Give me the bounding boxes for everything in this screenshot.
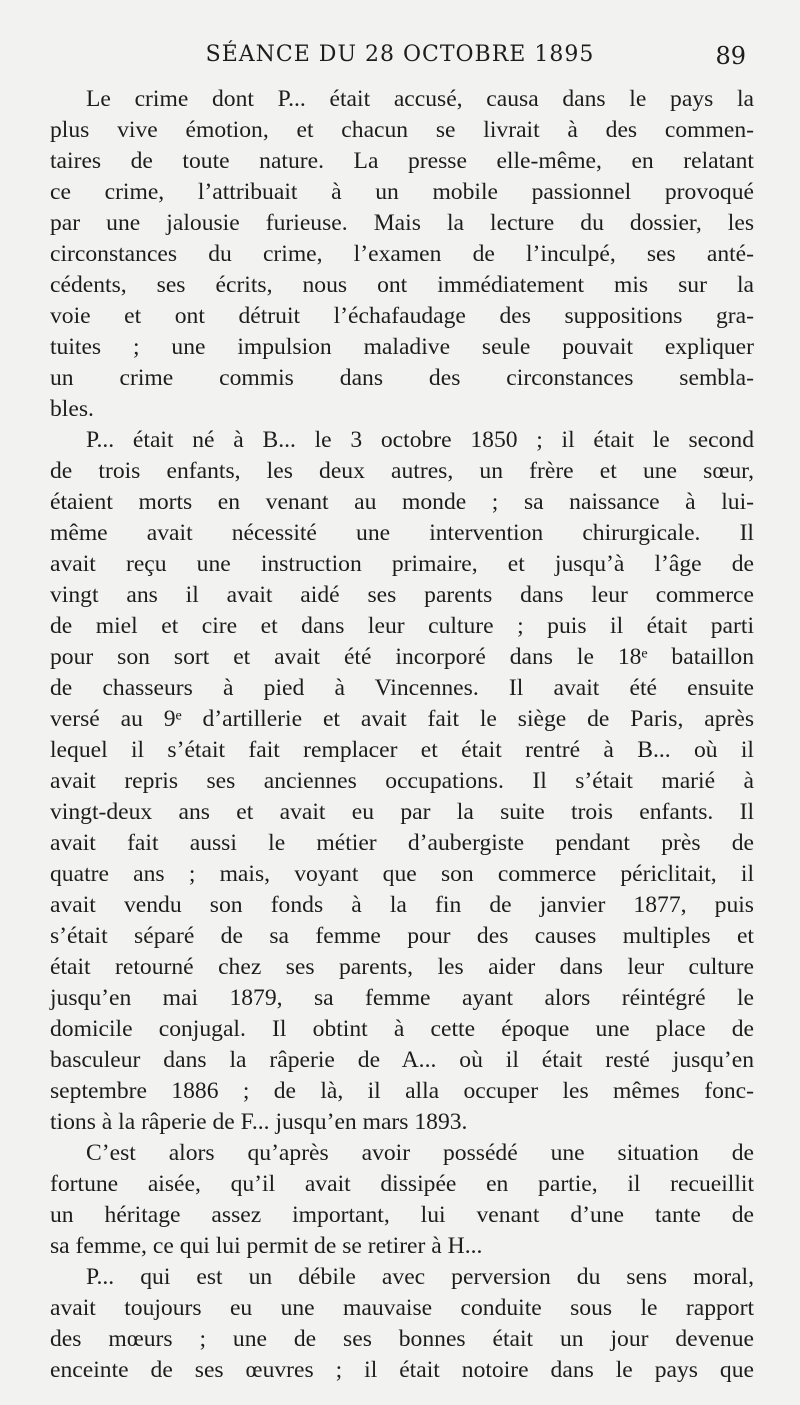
text-line: de trois enfants, les deux autres, un frère et une sœur,: [50, 458, 754, 484]
text-line: par une jalousie furieuse. Mais la lecture du dossier, les: [50, 210, 754, 236]
paragraph-3: [50, 1138, 754, 1262]
text-line: taires de toute nature. La presse elle-même, en relatant: [50, 148, 754, 174]
text-line: lequel il s’était fait remplacer et était rentré à B... où il: [50, 737, 754, 763]
text-line: même avait nécessité une intervention chirurgicale. Il: [50, 520, 754, 546]
text-line: bles.: [50, 396, 94, 422]
text-line: domicile conjugal. Il obtint à cette époque une place de: [50, 1016, 754, 1042]
text-line: vingt-deux ans et avait eu par la suite trois enfants. Il: [50, 799, 754, 825]
running-head: SÉANCE DU 28 OCTOBRE 1895: [205, 42, 595, 67]
text-line: avait repris ses anciennes occupations. Il s’était marié à: [50, 768, 754, 794]
text-line: Le crime dont P... était accusé, causa dans le pays la: [86, 86, 754, 112]
text-line: plus vive émotion, et chacun se livrait à des commen-: [50, 117, 754, 143]
paragraph-2: [50, 425, 754, 1138]
text-line: avait fait aussi le métier d’aubergiste pendant près de: [50, 830, 754, 856]
text-line: fortune aisée, qu’il avait dissipée en partie, il recueillit: [50, 1171, 754, 1197]
page-header: [50, 38, 750, 74]
text-line: P... qui est un débile avec perversion du sens moral,: [86, 1264, 754, 1290]
text-line: un héritage assez important, lui venant d’une tante de: [50, 1202, 754, 1228]
text-line: tions à la râperie de F... jusqu’en mars 1893.: [50, 1109, 468, 1135]
text-line: circonstances du crime, l’examen de l’inculpé, ses anté-: [50, 241, 754, 267]
text-line: jusqu’en mai 1879, sa femme ayant alors réintégré le: [50, 985, 754, 1011]
body-text: [50, 84, 754, 1386]
paragraph-1: [50, 84, 754, 425]
text-line: était retourné chez ses parents, les aider dans leur culture: [50, 954, 754, 980]
text-line: de chasseurs à pied à Vincennes. Il avait été ensuite: [50, 675, 754, 701]
text-line: avait reçu une instruction primaire, et jusqu’à l’âge de: [50, 551, 754, 577]
text-line: avait toujours eu une mauvaise conduite sous le rapport: [50, 1295, 754, 1321]
text-line: des mœurs ; une de ses bonnes était un jour devenue: [50, 1326, 754, 1352]
text-line: tuites ; une impulsion maladive seule pouvait expliquer: [50, 334, 754, 360]
text-line: P... était né à B... le 3 octobre 1850 ; il était le second: [86, 427, 754, 453]
text-line: versé au 9ᵉ d’artillerie et avait fait le siège de Paris, après: [50, 706, 754, 732]
text-line: vingt ans il avait aidé ses parents dans leur commerce: [50, 582, 754, 608]
text-line: s’était séparé de sa femme pour des causes multiples et: [50, 923, 754, 949]
paragraph-4: [50, 1262, 754, 1386]
text-line: pour son sort et avait été incorporé dans le 18ᵉ bataillon: [50, 644, 754, 670]
text-line: étaient morts en venant au monde ; sa naissance à lui-: [50, 489, 754, 515]
text-line: cédents, ses écrits, nous ont immédiatement mis sur la: [50, 272, 754, 298]
text-line: basculeur dans la râperie de A... où il était resté jusqu’en: [50, 1047, 754, 1073]
page-number: 89: [715, 42, 746, 70]
text-line: un crime commis dans des circonstances sembla-: [50, 365, 754, 391]
text-line: voie et ont détruit l’échafaudage des suppositions gra-: [50, 303, 754, 329]
text-line: de miel et cire et dans leur culture ; puis il était parti: [50, 613, 754, 639]
text-line: sa femme, ce qui lui permit de se retirer à H...: [50, 1233, 483, 1259]
text-line: quatre ans ; mais, voyant que son commerce périclitait, il: [50, 861, 754, 887]
text-line: avait vendu son fonds à la fin de janvier 1877, puis: [50, 892, 754, 918]
text-line: ce crime, l’attribuait à un mobile passionnel provoqué: [50, 179, 754, 205]
text-line: C’est alors qu’après avoir possédé une situation de: [86, 1140, 754, 1166]
text-line: enceinte de ses œuvres ; il était notoire dans le pays que: [50, 1357, 754, 1383]
text-line: septembre 1886 ; de là, il alla occuper les mêmes fonc-: [50, 1078, 754, 1104]
